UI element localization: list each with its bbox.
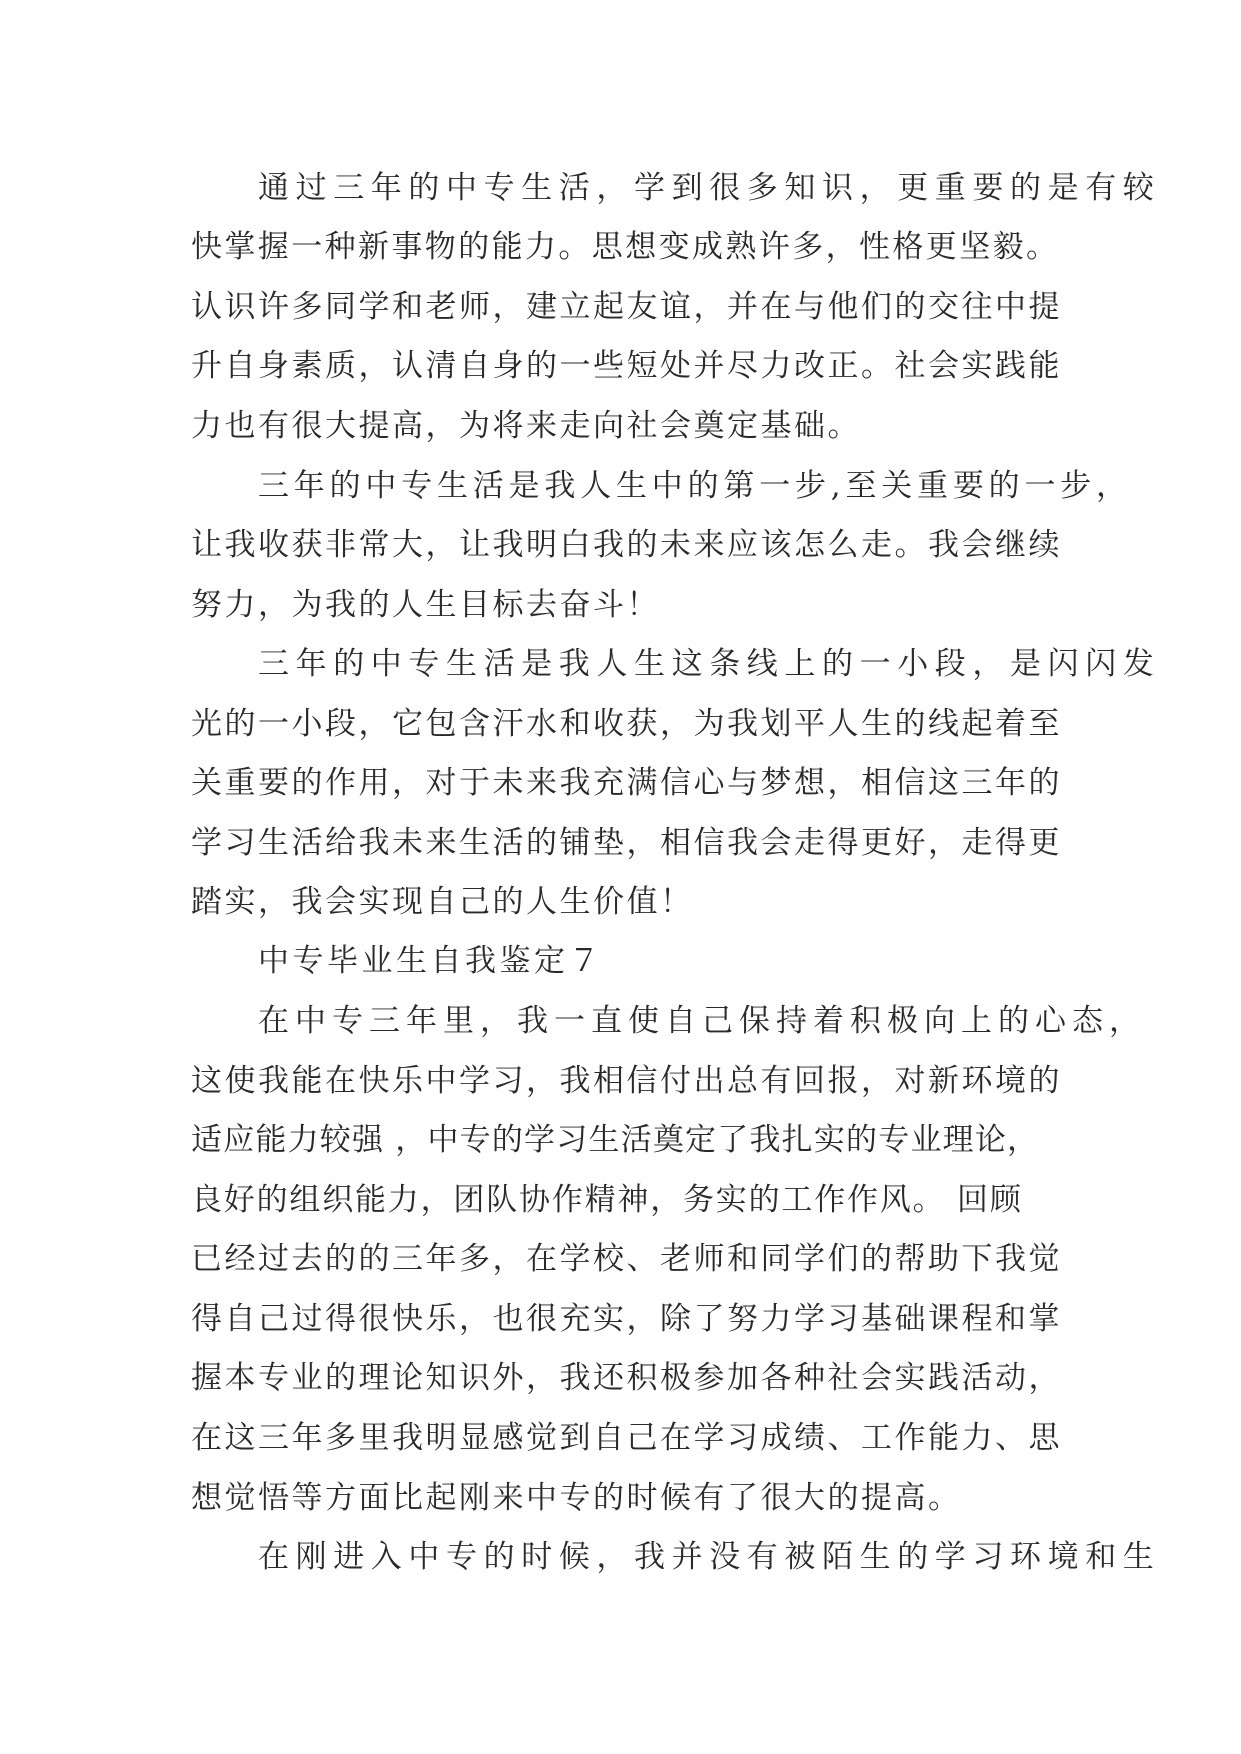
- text-line: 三年的中专生活是我人生中的第一步,至关重要的一步，: [258, 468, 1132, 504]
- text-line: 这使我能在快乐中学习，我相信付出总有回报，对新环境的: [191, 1063, 1062, 1099]
- text-line: 通过三年的中专生活，学到很多知识，更重要的是有较: [258, 170, 1161, 206]
- section-heading: 中专毕业生自我鉴定７: [258, 943, 603, 979]
- text-line: 快掌握一种新事物的能力。思想变成熟许多，性格更坚毅。: [191, 229, 1060, 265]
- text-line: 想觉悟等方面比起刚来中专的时候有了很大的提高。: [191, 1480, 962, 1516]
- text-line: 在刚进入中专的时候，我并没有被陌生的学习环境和生: [258, 1539, 1161, 1575]
- text-line: 认识许多同学和老师，建立起友谊，并在与他们的交往中提: [191, 289, 1062, 325]
- text-line: 学习生活给我未来生活的铺垫，相信我会走得更好，走得更: [191, 825, 1062, 861]
- text-line: 让我收获非常大，让我明白我的未来应该怎么走。我会继续: [191, 527, 1062, 563]
- text-line: 在中专三年里，我一直使自己保持着积极向上的心态，: [258, 1003, 1146, 1039]
- text-line: 适应能力较强 ，中专的学习生活奠定了我扎实的专业理论，: [191, 1122, 1040, 1158]
- text-line: 关重要的作用，对于未来我充满信心与梦想，相信这三年的: [191, 765, 1062, 801]
- text-line: 踏实，我会实现自己的人生价值！: [191, 884, 694, 920]
- text-line: 握本专业的理论知识外，我还积极参加各种社会实践活动，: [191, 1360, 1062, 1396]
- text-line: 三年的中专生活是我人生这条线上的一小段，是闪闪发: [258, 646, 1161, 682]
- text-line: 已经过去的的三年多，在学校、老师和同学们的帮助下我觉: [191, 1241, 1062, 1277]
- text-line: 良好的组织能力，团队协作精神，务实的工作作风。 回顾: [191, 1182, 1023, 1218]
- text-line: 升自身素质，认清自身的一些短处并尽力改正。社会实践能: [191, 348, 1062, 384]
- text-line: 努力，为我的人生目标去奋斗！: [191, 587, 660, 623]
- text-line: 得自己过得很快乐，也很充实，除了努力学习基础课程和掌: [191, 1301, 1062, 1337]
- text-line: 光的一小段，它包含汗水和收获，为我划平人生的线起着至: [191, 706, 1062, 742]
- text-line: 力也有很大提高，为将来走向社会奠定基础。: [191, 408, 861, 444]
- text-line: 在这三年多里我明显感觉到自己在学习成绩、工作能力、思: [191, 1420, 1062, 1456]
